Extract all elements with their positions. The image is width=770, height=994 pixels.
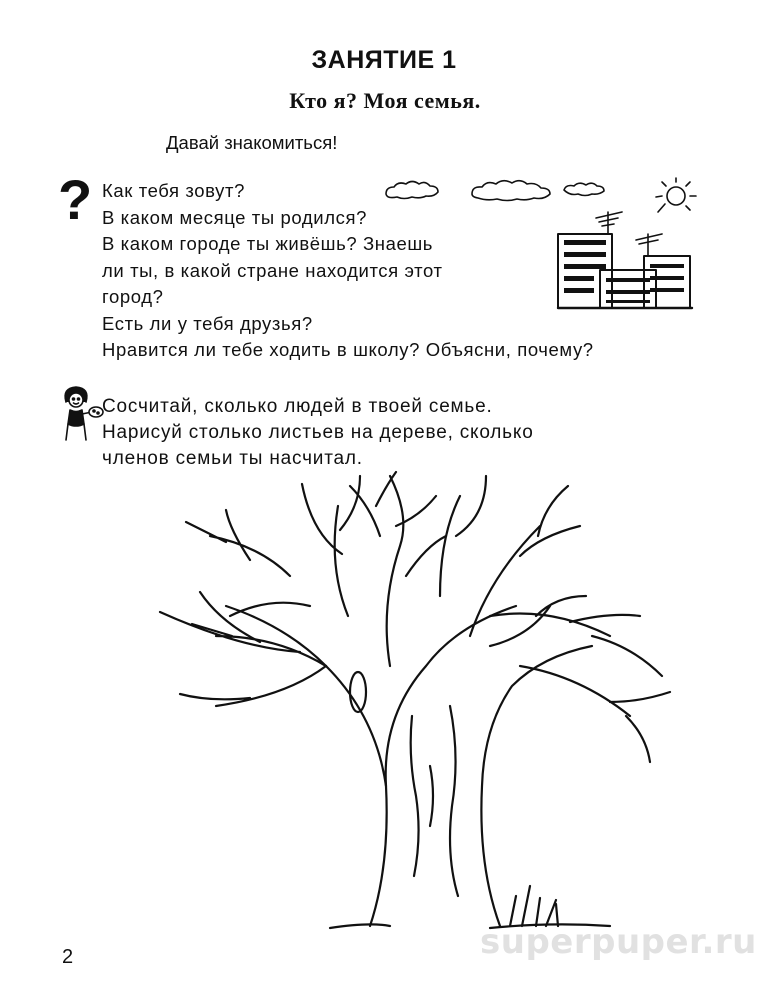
- watermark: superpuper.ru: [480, 922, 757, 962]
- cloud-icon: [564, 183, 604, 195]
- question-line: В каком месяце ты родился?: [102, 206, 367, 228]
- girl-with-palette-icon: [58, 384, 104, 444]
- question-line: Нравится ли тебе ходить в школу? Объясни, почему?: [102, 339, 594, 360]
- question-mark-icon: ?: [58, 168, 93, 231]
- tasks-block: [102, 394, 714, 472]
- cloud-icon: [386, 182, 438, 199]
- task-line: Нарисуй столько листьев на дереве, сколько: [102, 422, 534, 443]
- question-line: В каком городе ты живёшь? Знаешь: [102, 233, 434, 254]
- question-line: Есть ли у тебя друзья?: [102, 312, 313, 334]
- cloud-icon: [472, 181, 550, 201]
- question-line: ли ты, в какой стране находится этот: [102, 259, 443, 281]
- intro-text: Давай знакомиться!: [166, 132, 338, 153]
- lesson-title: ЗАНЯТИЕ 1: [311, 46, 457, 74]
- page-number: 2: [62, 946, 74, 968]
- question-line: Как тебя зовут?: [102, 180, 245, 201]
- question-line: город?: [102, 286, 164, 307]
- task-line: Сосчитай, сколько людей в твоей семье.: [102, 396, 493, 417]
- bare-tree-illustration[interactable]: [140, 466, 700, 936]
- lesson-subtitle: Кто я? Моя семья.: [289, 88, 481, 113]
- city-illustration: [380, 176, 700, 311]
- task-line: членов семьи ты насчитал.: [102, 448, 363, 469]
- sun-icon: [656, 178, 696, 212]
